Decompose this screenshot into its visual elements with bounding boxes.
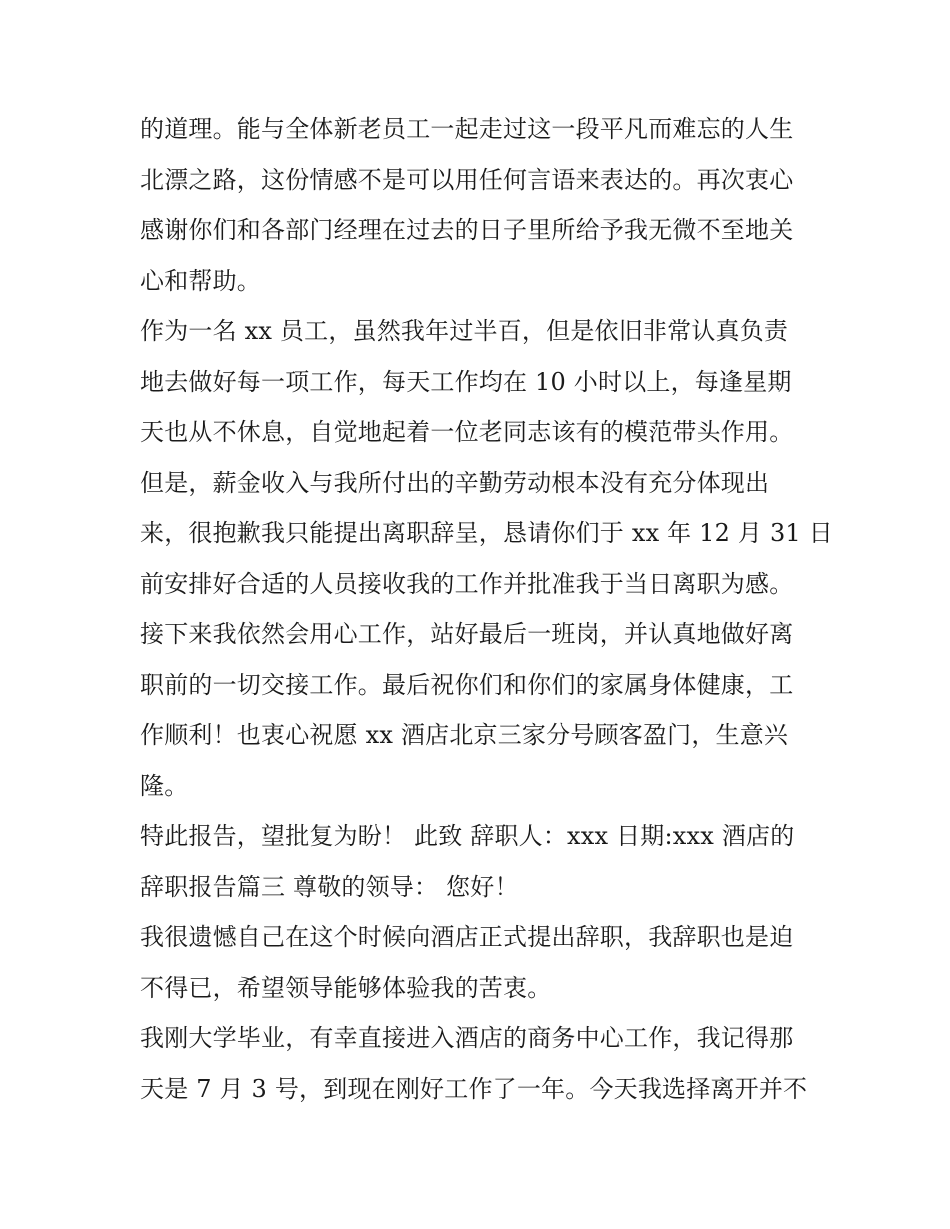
text-line: 来，很抱歉我只能提出离职辞呈，恳请你们于 xx 年 12 月 31 日 [140, 519, 833, 547]
text-line: 我很遗憾自己在这个时候向酒店正式提出辞职，我辞职也是迫 [140, 923, 794, 951]
text-line: 作顺利！也衷心祝愿 xx 酒店北京三家分号顾客盈门，生意兴 [140, 721, 789, 749]
text-line: 辞职报告篇三 尊敬的领导： 您好！ [140, 872, 519, 901]
text-line: 不得已，希望领导能够体验我的苦衷。 [140, 973, 552, 1002]
text-line: 感谢你们和各部门经理在过去的日子里所给予我无微不至地关 [140, 216, 794, 244]
text-line: 天是 7 月 3 号，到现在刚好工作了一年。今天我选择离开并不 [140, 1074, 808, 1103]
text-line: 但是，薪金收入与我所付出的辛勤劳动根本没有充分体现出 [140, 468, 770, 497]
text-line: 特此报告，望批复为盼！ 此致 辞职人：xxx 日期:xxx 酒店的 [140, 822, 795, 850]
text-line: 北漂之路，这份情感不是可以用任何言语来表达的。再次衷心 [140, 165, 794, 194]
text-line: 作为一名 xx 员工，虽然我年过半百，但是依旧非常认真负责 [140, 317, 789, 345]
text-line: 前安排好合适的人员接收我的工作并批准我于当日离职为感。 [140, 569, 794, 598]
text-line: 的道理。能与全体新老员工一起走过这一段平凡而难忘的人生 [140, 115, 794, 143]
document-body [140, 104, 833, 1114]
text-line: 职前的一切交接工作。最后祝你们和你们的家属身体健康，工 [140, 670, 794, 699]
text-line: 隆。 [140, 771, 189, 800]
text-line: 心和帮助。 [140, 266, 261, 295]
text-line: 接下来我依然会用心工作，站好最后一班岗，并认真地做好离 [140, 620, 794, 648]
text-line: 地去做好每一项工作，每天工作均在 10 小时以上，每逢星期 [140, 367, 792, 396]
text-line: 我刚大学毕业，有幸直接进入酒店的商务中心工作，我记得那 [140, 1024, 794, 1052]
text-line: 天也从不休息，自觉地起着一位老同志该有的模范带头作用。 [140, 418, 794, 446]
